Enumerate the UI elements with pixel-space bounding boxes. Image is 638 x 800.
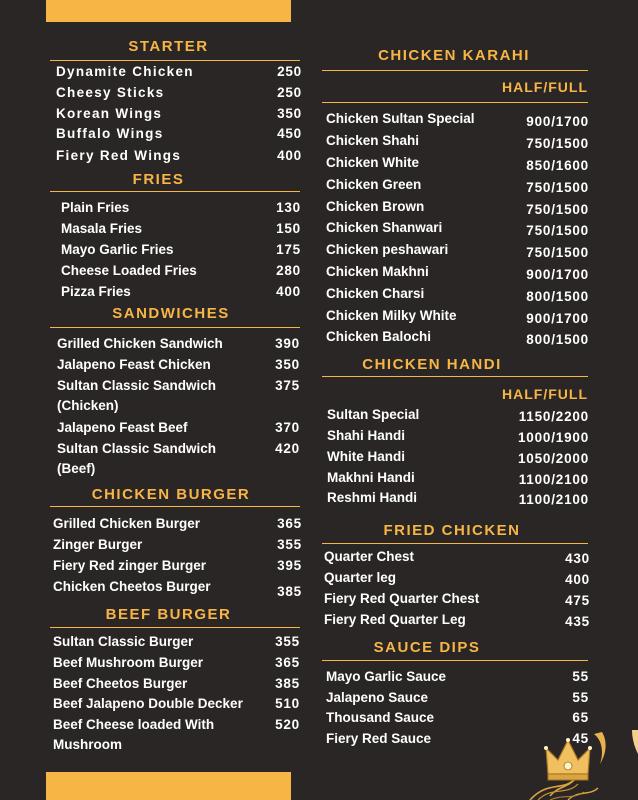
item-price: 800/1500 <box>526 289 589 304</box>
item-price: 900/1700 <box>526 311 589 326</box>
beef-burger-title: BEEF BURGER <box>105 606 232 623</box>
item-name: Mayo Garlic Fries <box>61 242 174 257</box>
list-item <box>324 589 590 609</box>
item-name: Thousand Sauce <box>326 710 435 725</box>
item-price: 435 <box>565 614 590 629</box>
item-name: Jalapeno Feast Chicken <box>57 357 211 372</box>
item-price: 395 <box>277 558 302 573</box>
item-name: Sultan Special <box>327 407 420 422</box>
item-price: 150 <box>276 221 301 236</box>
item-name: Chicken White <box>326 155 420 170</box>
handi-half-full-label: HALF/FULL <box>502 386 588 402</box>
list-item <box>53 577 302 597</box>
chicken-handi-title: CHICKEN HANDI <box>362 356 502 373</box>
item-price: 375 <box>275 378 300 393</box>
item-price: 45 <box>572 731 589 746</box>
list-item <box>324 568 590 588</box>
fried-chicken-title: FRIED CHICKEN <box>383 522 521 539</box>
item-name: Plain Fries <box>61 200 130 215</box>
item-price: 130 <box>276 200 301 215</box>
item-name: Dynamite Chicken <box>56 64 194 79</box>
item-price: 800/1500 <box>526 332 589 347</box>
item-name: Chicken Green <box>326 177 422 192</box>
list-item <box>61 261 301 281</box>
list-item <box>327 426 589 446</box>
sandwiches-rule <box>50 327 300 328</box>
sauce-dips-title: SAUCE DIPS <box>373 639 481 656</box>
list-item <box>57 439 300 479</box>
list-item <box>326 262 589 282</box>
item-price: 400 <box>565 572 590 587</box>
fries-rule <box>50 191 300 192</box>
list-item <box>324 610 590 630</box>
item-name: Korean Wings <box>56 106 163 121</box>
list-item <box>57 418 300 438</box>
item-name: Chicken Sultan Special <box>326 111 475 126</box>
item-price: 385 <box>277 584 302 599</box>
item-name: Makhni Handi <box>327 470 415 485</box>
item-name: Reshmi Handi <box>327 490 418 505</box>
item-price: 750/1500 <box>526 245 589 260</box>
item-name: Jalapeno Feast Beef <box>57 420 188 435</box>
item-name: Cheesy Sticks <box>56 85 165 100</box>
list-item <box>56 104 302 124</box>
item-name: Chicken Makhni <box>326 264 429 279</box>
starter-rule <box>50 60 300 61</box>
item-name: Fiery Red Quarter Chest <box>324 591 480 606</box>
item-name: Chicken Milky White <box>326 308 457 323</box>
bottom-gold-banner <box>46 772 291 800</box>
list-item <box>326 131 589 151</box>
item-name: Chicken peshawari <box>326 242 449 257</box>
item-price: 365 <box>277 516 302 531</box>
item-price: 175 <box>276 242 301 257</box>
list-item <box>327 447 589 467</box>
list-item <box>326 240 589 260</box>
list-item <box>326 109 589 129</box>
chicken-karahi-rule <box>322 70 588 71</box>
item-price: 1150/2200 <box>518 409 589 424</box>
list-item <box>53 556 302 576</box>
item-price: 65 <box>572 710 589 725</box>
item-name: Buffalo Wings <box>56 126 164 141</box>
item-price: 400 <box>277 148 302 163</box>
item-name: Chicken Brown <box>326 199 425 214</box>
item-price: 450 <box>277 126 302 141</box>
item-name: Shahi Handi <box>327 428 406 443</box>
sandwiches-title: SANDWICHES <box>112 305 230 322</box>
item-name: Jalapeno Sauce <box>326 690 429 705</box>
item-name: Chicken Balochi <box>326 329 432 344</box>
item-name: Chicken Shahi <box>326 133 420 148</box>
list-item <box>61 282 301 302</box>
item-name: Fiery Red Wings <box>56 148 182 163</box>
beef-burger-rule <box>50 627 300 628</box>
item-price: 280 <box>276 263 301 278</box>
fries-title: FRIES <box>132 171 185 188</box>
list-item <box>57 334 300 354</box>
list-item <box>56 124 302 144</box>
item-price: 1100/2100 <box>518 472 589 487</box>
list-item <box>56 62 302 82</box>
list-item <box>326 708 589 728</box>
item-price: 900/1700 <box>526 267 589 282</box>
list-item <box>57 355 300 375</box>
item-price: 385 <box>275 676 300 691</box>
item-price: 750/1500 <box>526 223 589 238</box>
list-item <box>53 674 300 694</box>
item-name: Beef Cheese loaded With Mushroom <box>53 717 215 752</box>
list-item <box>326 327 589 347</box>
item-name: Chicken Shanwari <box>326 220 443 235</box>
chicken-handi-rule <box>322 376 588 377</box>
list-item <box>326 667 589 687</box>
item-price: 1050/2000 <box>517 451 589 466</box>
list-item <box>53 694 300 714</box>
list-item <box>327 468 589 488</box>
list-item <box>326 218 589 238</box>
item-price: 430 <box>565 551 590 566</box>
list-item <box>56 146 302 166</box>
item-name: Beef Mushroom Burger <box>53 655 204 670</box>
item-price: 475 <box>565 593 590 608</box>
item-price: 370 <box>275 420 300 435</box>
list-item <box>326 197 589 217</box>
item-price: 750/1500 <box>526 180 589 195</box>
item-price: 520 <box>275 717 300 732</box>
chicken-burger-title: CHICKEN BURGER <box>91 486 251 503</box>
list-item <box>53 632 300 652</box>
item-price: 350 <box>277 106 302 121</box>
item-price: 250 <box>277 64 302 79</box>
item-name: Pizza Fries <box>61 284 131 299</box>
list-item <box>56 83 302 103</box>
fried-chicken-rule <box>322 543 588 544</box>
item-price: 510 <box>275 696 300 711</box>
list-item <box>61 198 301 218</box>
item-price: 250 <box>277 85 302 100</box>
item-name: Sultan Classic Burger <box>53 634 194 649</box>
starter-title: STARTER <box>128 38 209 55</box>
item-name: Mayo Garlic Sauce <box>326 669 447 684</box>
item-price: 400 <box>276 284 301 299</box>
list-item <box>326 284 589 304</box>
chicken-karahi-title: CHICKEN KARAHI <box>378 47 530 64</box>
item-name: White Handi <box>327 449 405 464</box>
list-item <box>326 306 589 326</box>
item-price: 55 <box>572 669 589 684</box>
item-price: 900/1700 <box>526 114 589 129</box>
item-name: Fiery Red zinger Burger <box>53 558 207 573</box>
item-name: Fiery Red Sauce <box>326 731 432 746</box>
item-price: 355 <box>277 537 302 552</box>
chicken-burger-rule <box>50 506 300 507</box>
item-price: 350 <box>275 357 300 372</box>
list-item <box>53 715 300 755</box>
item-name: Zinger Burger <box>53 537 143 552</box>
list-item <box>326 153 589 173</box>
list-item <box>327 405 589 425</box>
item-price: 750/1500 <box>526 136 589 151</box>
list-item <box>326 175 589 195</box>
item-name: Grilled Chicken Sandwich <box>57 336 223 351</box>
item-price: 750/1500 <box>526 202 589 217</box>
item-name: Quarter Chest <box>324 549 415 564</box>
item-name: Sultan Classic Sandwich (Chicken) <box>57 378 217 413</box>
list-item <box>324 547 590 567</box>
item-price: 355 <box>275 634 300 649</box>
list-item <box>61 219 301 239</box>
top-gold-banner <box>46 0 291 22</box>
list-item <box>61 240 301 260</box>
item-name: Cheese Loaded Fries <box>61 263 197 278</box>
list-item <box>57 376 300 416</box>
item-name: Chicken Charsi <box>326 286 425 301</box>
item-price: 55 <box>572 690 589 705</box>
crown-icon <box>528 730 638 800</box>
list-item <box>53 535 302 555</box>
sauce-dips-rule <box>322 660 588 661</box>
list-item <box>53 653 300 673</box>
item-price: 1100/2100 <box>518 492 589 507</box>
list-item <box>327 488 589 508</box>
karahi-sub-rule <box>322 102 588 103</box>
item-name: Fiery Red Quarter Leg <box>324 612 466 627</box>
item-price: 390 <box>275 336 300 351</box>
item-name: Beef Cheetos Burger <box>53 676 188 691</box>
karahi-half-full-label: HALF/FULL <box>502 79 588 95</box>
list-item <box>53 514 302 534</box>
item-price: 850/1600 <box>526 158 589 173</box>
item-name: Beef Jalapeno Double Decker <box>53 696 243 711</box>
list-item <box>326 688 589 708</box>
item-price: 1000/1900 <box>517 430 589 445</box>
item-name: Quarter leg <box>324 570 397 585</box>
item-name: Grilled Chicken Burger <box>53 516 201 531</box>
item-name: Masala Fries <box>61 221 143 236</box>
item-price: 420 <box>275 441 300 456</box>
item-name: Sultan Classic Sandwich (Beef) <box>57 441 217 476</box>
item-price: 365 <box>275 655 300 670</box>
item-name: Chicken Cheetos Burger <box>53 579 211 594</box>
